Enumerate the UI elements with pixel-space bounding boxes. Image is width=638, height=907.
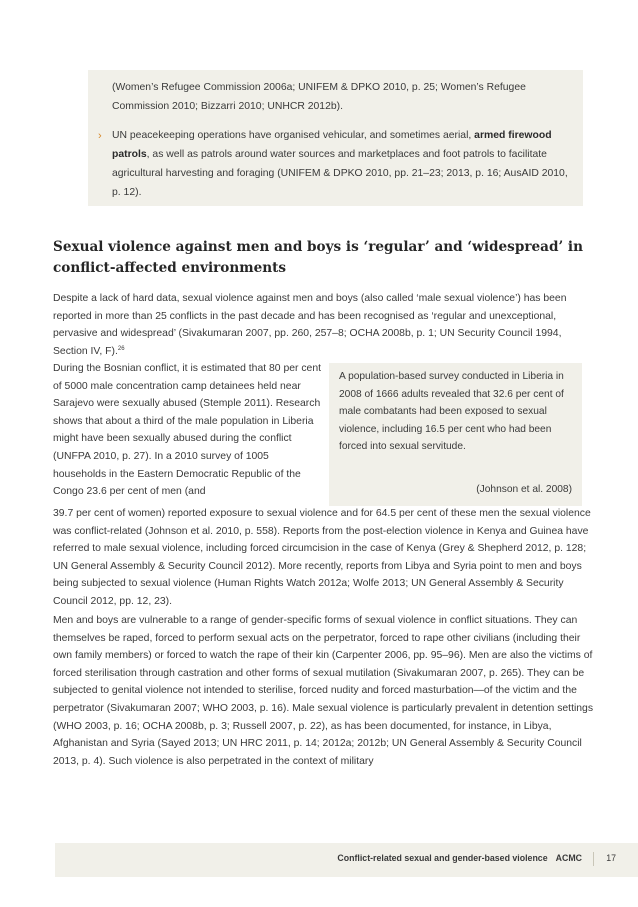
footer-title — [337, 853, 582, 863]
paragraph-drc-continued: 39.7 per cent of women) reported exposure to sexual violence and for 64.5 per cent of these men the sexual violence was conflict-related (Johnson et al. 2010, p. 558). Reports from the post-election violence in Kenya and Guinea have referred to male sexual violence, including forced circumcision in the case of Kenya (Grey & Shepherd 2012, p. 128; UN General Assembly & Security Council 2012). More recently, reports from Libya and Syria point to men and boys being subjected to sexual violence (Human Rights Watch 2012a; Wolfe 2013; UN General Assembly & Security Council 2012, pp. 12, 23). — [53, 508, 591, 607]
box-bullet-text — [112, 126, 574, 202]
callout-text: A population-based survey conducted in Liberia in 2008 of 1666 adults revealed that 32.6 per cent of male combatants had been exposed to sexual violence, including 16.5 per cent who had been forced into sexual servitude. — [339, 371, 564, 453]
bullet-text-pre: UN peacekeeping operations have organised vehicular, and sometimes aerial, — [112, 130, 472, 141]
paragraph-intro-text: Despite a lack of hard data, sexual violence against men and boys (also called ‘male sexual violence’) has been reported in more than 25 conflicts in the past decade and has been recognised as ‘regular and unexceptional, pervasive and widespread’ (Sivakumaran 2007, pp. 260, 257–8; OCHA 2008b, p. 1; UN Security Council 1994, Section IV, F). — [53, 293, 567, 357]
paragraph-forms-of-violence: Men and boys are vulnerable to a range of gender-specific forms of sexual violence in conflict situations. They can themselves be raped, forced to perform sexual acts on the perpetrator, forced to rape other civilians (including their own family members) or forced to watch the rape of their kin (Carpenter 2006, pp. 95–96). Men are also the victims of forced sterilisation through castration and other forms of sexual mutilation (Sivakumaran 2007, p. 265). They can be subjected to genital violence not intended to sterilise, forced nudity and forced masturbation—of the victim and the perpetrator (Sivakumaran 2007; WHO 2003, p. 16). Male sexual violence is particularly prevalent in detention settings (WHO 2003, p. 16; OCHA 2008b, p. 3; Russell 2007, p. 22), as has been documented, for instance, in Libya, Afghanistan and Syria (Sayed 2013; UN HRC 2011, p. 14; 2012a; 2012b; UN General Assembly & Security Council 2013, p. 4). Such violence is also perpetrated in the context of military — [53, 615, 594, 767]
callout-source: (Johnson et al. 2008) — [476, 484, 572, 495]
footer-divider — [593, 852, 594, 866]
box-continuation-text: (Women’s Refugee Commission 2006a; UNIFEM & DPKO 2010, p. 25; Women’s Refugee Commission 2010; Bizzarri 2010; UNHCR 2012b). — [112, 82, 526, 112]
callout-box — [329, 363, 582, 506]
bullet-chevron-icon: › — [98, 130, 102, 142]
footnote-ref: 26 — [117, 345, 125, 352]
bullet-bold-phrase: armed firewood patrols — [112, 130, 552, 160]
footer-org: ACMC — [555, 853, 582, 863]
section-heading: Sexual violence against men and boys is ‘regular’ and ‘widespread’ in conflict-affected environments — [53, 239, 583, 276]
paragraph-intro — [53, 290, 593, 360]
footer-title-text: Conflict-related sexual and gender-based violence — [337, 853, 548, 863]
bullet-text-post: , as well as patrols around water sources and marketplaces and foot patrols to facilitate agricultural harvesting and foraging (UNIFEM & DPKO 2010, pp. 21–23; 2013, p. 16; AusAID 2010, p. 12). — [112, 149, 568, 198]
page-number: 17 — [606, 853, 616, 863]
page-footer — [55, 843, 638, 877]
highlight-box — [88, 70, 583, 206]
paragraph-bosnia: During the Bosnian conflict, it is estimated that 80 per cent of 5000 male concentration camp detainees held near Sarajevo were sexually abused (Stemple 2011). Research shows that about a third of the male population in Liberia might have been sexually abused during the conflict (UNFPA 2010, p. 27). In a 2010 survey of 1005 households in the Eastern Democratic Republic of the Congo 23.6 per cent of men (and — [53, 363, 321, 498]
